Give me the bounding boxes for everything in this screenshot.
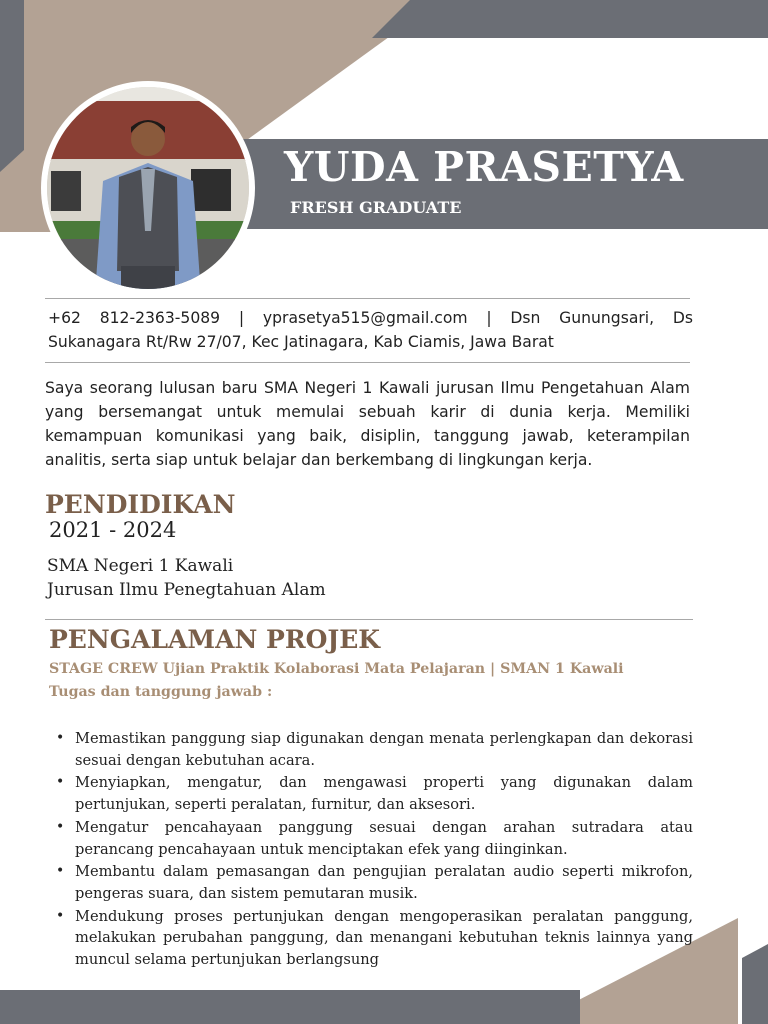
duty-text: Mengatur pencahayaan panggung sesuai dengan arahan sutradara atau perancang pencahayaan untuk menciptakan efek yang diinginkan. (75, 818, 693, 858)
slate-left-stripe (0, 0, 24, 172)
duties-list (56, 728, 693, 971)
bullet-point: • (56, 774, 65, 791)
slate-bottom-right-stripe (742, 944, 768, 1024)
list-item (56, 861, 693, 904)
profile-summary: Saya seorang lulusan baru SMA Negeri 1 Kawali jurusan Ilmu Pengetahuan Alam yang bersemangat untuk memulai sebuah karir di dunia kerja. Memiliki kemampuan komunikasi yang baik, disiplin, tanggung jawab, keterampilan analitis, serta siap untuk belajar dan berkembang di lingkungan kerja. (45, 379, 690, 469)
projects-heading: PENGALAMAN PROJEK (49, 625, 381, 654)
duty-text: Memastikan panggung siap digunakan dengan menata perlengkapan dan dekorasi sesuai dengan kebutuhan acara. (75, 730, 693, 769)
duty-text: Membantu dalam pemasangan dan pengujian peralatan audio seperti mikrofon, pengeras suara, dan sistem pemutaran musik. (75, 863, 693, 902)
candidate-role: FRESH GRADUATE (290, 198, 462, 217)
bullet-point: • (56, 730, 65, 746)
contact-info: +62 812-2363-5089 | yprasetya515@gmail.com | Dsn Gunungsari, Ds Sukanagara Rt/Rw 27/07, Kec Jatinagara, Kab Ciamis, Jawa Barat (48, 309, 693, 351)
duties-label: Tugas dan tanggung jawab : (49, 684, 273, 700)
bullet-point: • (56, 907, 65, 924)
slate-bottom-band (0, 990, 580, 1024)
duty-text: Menyiapkan, mengatur, dan mengawasi properti yang digunakan dalam pertunjukan, seperti peralatan, furnitur, dan aksesori. (75, 774, 693, 814)
education-school: SMA Negeri 1 Kawali (47, 556, 234, 576)
bullet-point: • (56, 818, 65, 835)
project-role-line: STAGE CREW Ujian Praktik Kolaborasi Mata Pelajaran | SMAN 1 Kawali (49, 661, 624, 677)
list-item (56, 906, 693, 971)
education-heading: PENDIDIKAN (45, 490, 236, 519)
education-years: 2021 - 2024 (49, 518, 177, 542)
list-item (56, 728, 693, 771)
bullet-point: • (56, 863, 65, 880)
list-item (56, 817, 693, 860)
profile-photo (41, 81, 255, 295)
divider-contact (45, 362, 690, 363)
divider-top (45, 298, 690, 299)
education-major: Jurusan Ilmu Penegtahuan Alam (47, 580, 326, 600)
candidate-name: YUDA PRASETYA (284, 143, 684, 191)
divider-projects (45, 619, 693, 620)
list-item (56, 772, 693, 815)
slate-top-band (372, 0, 768, 38)
duty-text: Mendukung proses pertunjukan dengan mengoperasikan peralatan panggung, melakukan perubahan panggung, dan menangani kebutuhan teknis lainnya yang muncul selama pertunjukan berlangsung (75, 907, 693, 969)
